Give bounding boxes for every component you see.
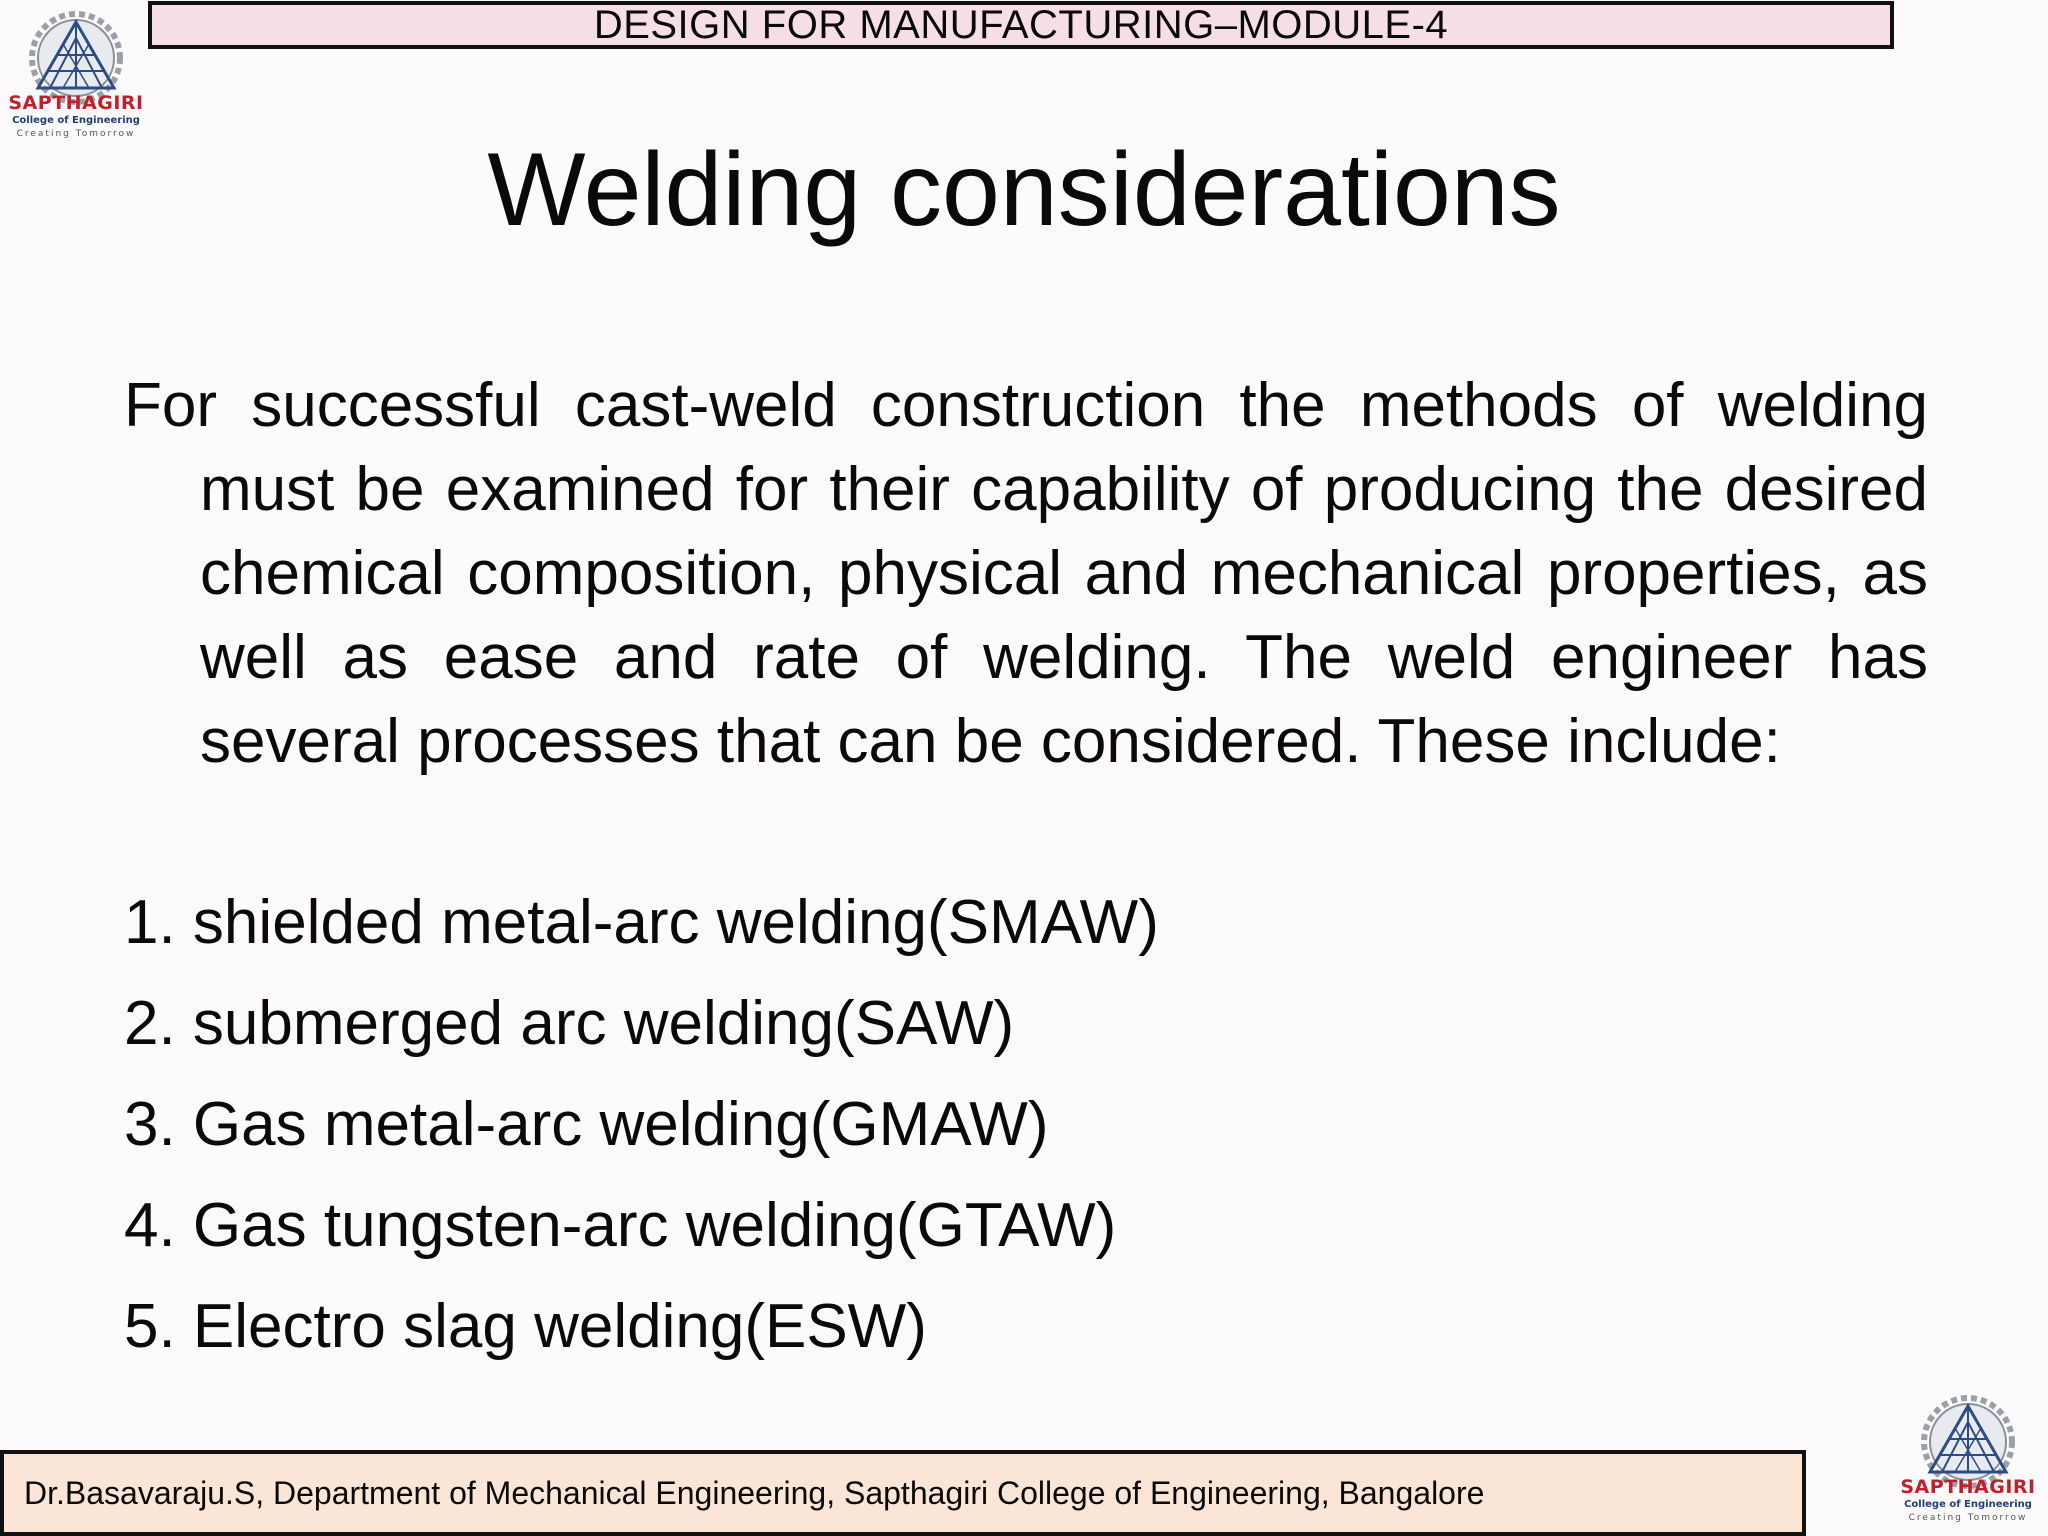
intro-paragraph: For successful cast-weld construction the methods of welding must be examined for their capability of producing the desired chemical composition, physical and mechanical properties, as well as ease and rate of welding. The weld engineer has several processes that can be considered. These include:: [124, 371, 1928, 776]
list-item: 3. Gas metal-arc welding(GMAW): [124, 1090, 1049, 1159]
logo-tagline: Creating Tomorrow: [1908, 1513, 2028, 1523]
logo-name: SAPTHAGIRI: [8, 92, 144, 114]
welding-process-list: [124, 872, 1159, 1377]
slide-title: Welding considerations: [487, 132, 1561, 248]
logo-subtitle: College of Engineering: [1904, 1499, 2032, 1510]
list-item: 4. Gas tungsten-arc welding(GTAW): [124, 1191, 1117, 1260]
list-item: 2. submerged arc welding(SAW): [124, 989, 1015, 1058]
list-item: 1. shielded metal-arc welding(SMAW): [124, 888, 1159, 957]
logo-tagline: Creating Tomorrow: [16, 129, 136, 139]
module-header: [148, 1, 1894, 49]
list-item: 5. Electro slag welding(ESW): [124, 1292, 927, 1361]
college-logo-footer: [1900, 1392, 2036, 1528]
logo-name: SAPTHAGIRI: [1900, 1476, 2036, 1498]
module-title: DESIGN FOR MANUFACTURING–MODULE-4: [593, 3, 1449, 47]
college-logo: [8, 8, 144, 144]
logo-subtitle: College of Engineering: [12, 115, 140, 126]
footer-bar: [0, 1450, 1806, 1536]
footer-credit: Dr.Basavaraju.S, Department of Mechanical Engineering, Sapthagiri College of Engineering, Bangalore: [24, 1474, 1485, 1511]
